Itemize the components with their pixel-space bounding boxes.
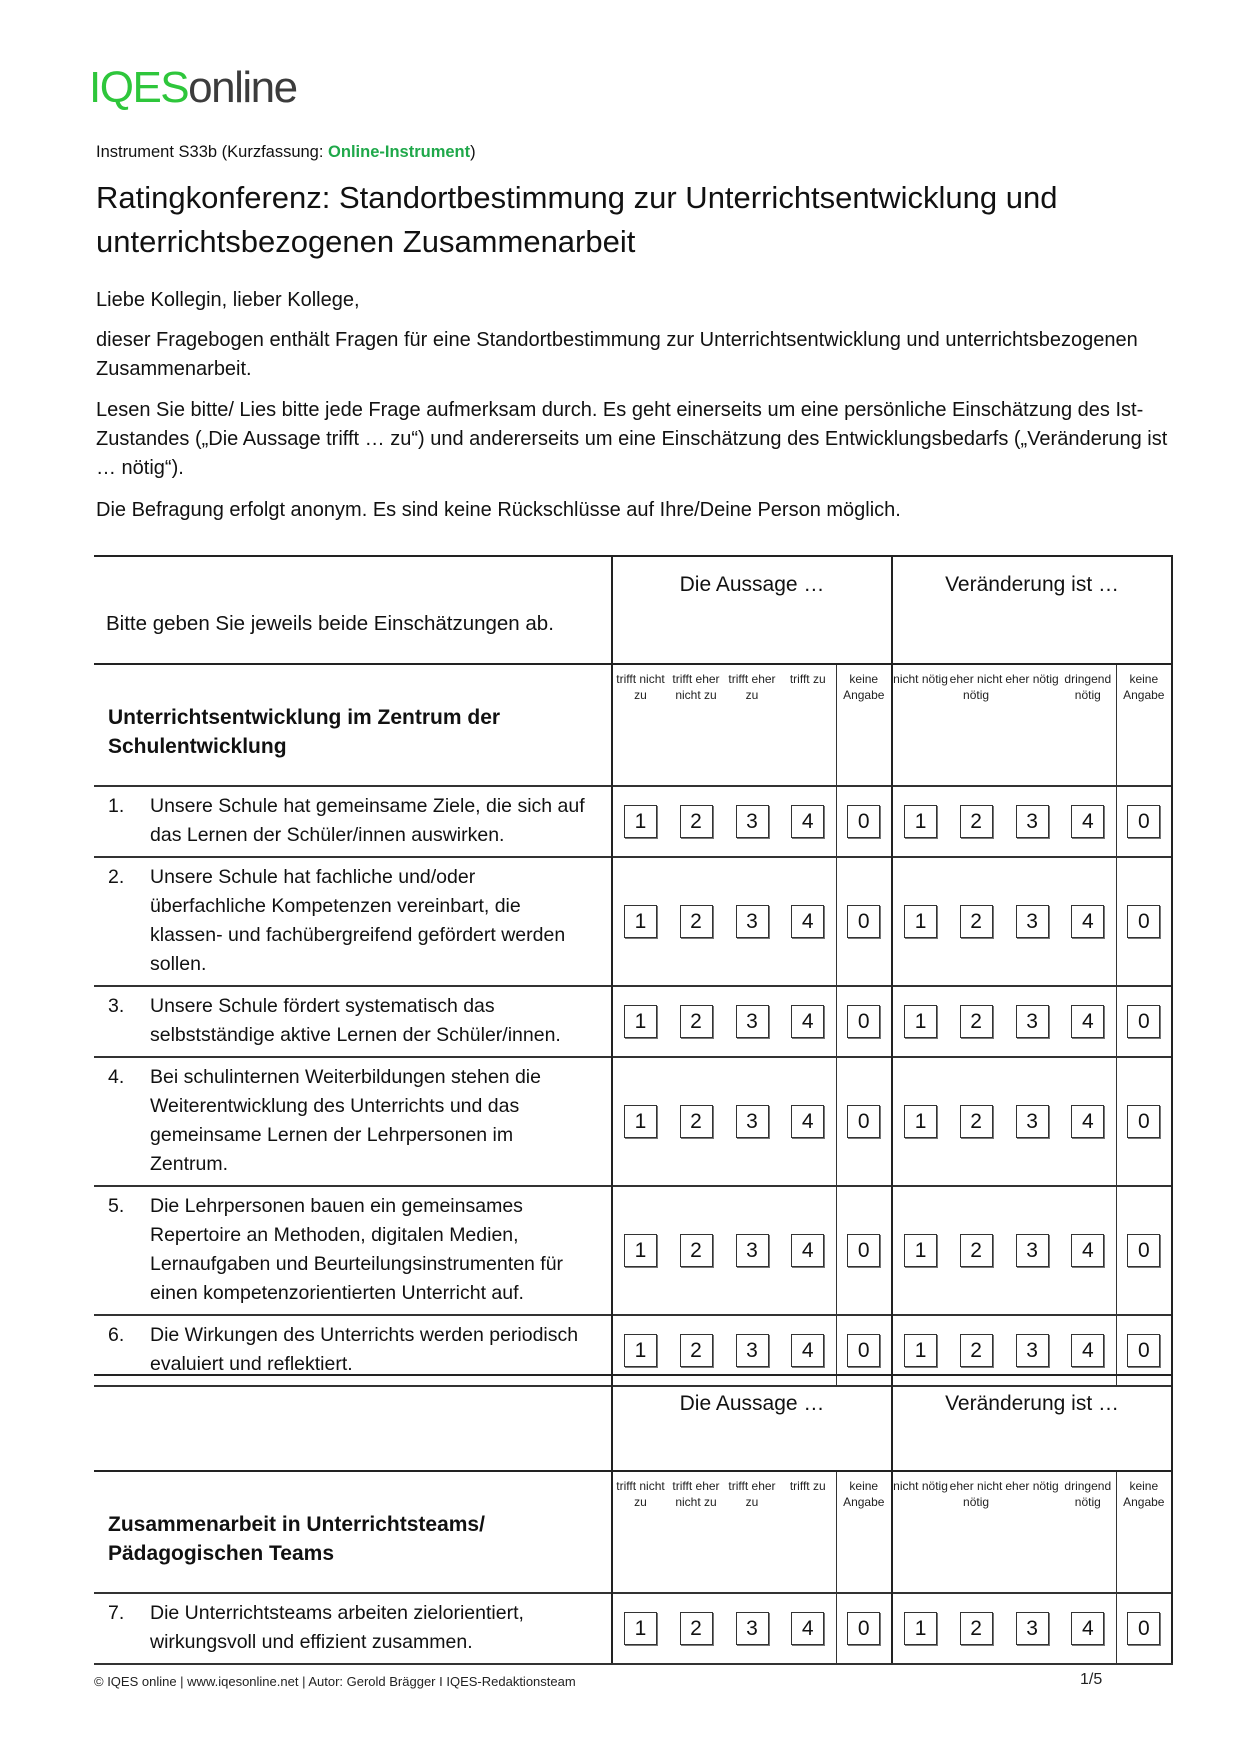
statement-option-1-checkbox[interactable]: 1 xyxy=(624,1005,657,1038)
change-option-2-checkbox[interactable]: 2 xyxy=(960,905,993,938)
question-text: Die Lehrpersonen bauen ein gemeinsames Repertoire an Methoden, digitalen Medien, Lernaufgaben und Beurteilungsinstrumenten für einen kompetenzorientierten Unterricht auf. xyxy=(150,1195,564,1304)
change-option-4-checkbox[interactable]: 4 xyxy=(1071,805,1104,838)
statement-option-0-checkbox[interactable]: 0 xyxy=(847,1334,880,1367)
statement-option-4-checkbox[interactable]: 4 xyxy=(791,1005,824,1038)
intro-paragraph-3: Die Befragung erfolgt anonym. Es sind keine Rückschlüsse auf Ihre/Deine Person möglich. xyxy=(96,499,901,521)
statement-option-1-checkbox[interactable]: 1 xyxy=(624,905,657,938)
statement-option-1-checkbox[interactable]: 1 xyxy=(624,1105,657,1138)
section-title: Unterrichtsentwicklung im Zentrum der Schulentwicklung xyxy=(94,664,612,786)
change-option-3-checkbox[interactable]: 3 xyxy=(1016,1334,1049,1367)
question-row xyxy=(94,857,1172,986)
question-number: 7. xyxy=(108,1602,125,1624)
change-option-3-checkbox[interactable]: 3 xyxy=(1016,905,1049,938)
statement-option-0-checkbox[interactable]: 0 xyxy=(847,1105,880,1138)
logo-online: online xyxy=(188,63,297,112)
change-option-3-checkbox[interactable]: 3 xyxy=(1016,1105,1049,1138)
statement-option-1-checkbox[interactable]: 1 xyxy=(624,1334,657,1367)
statement-option-3-checkbox[interactable]: 3 xyxy=(736,1612,769,1645)
change-option-1-checkbox[interactable]: 1 xyxy=(904,1234,937,1267)
statement-option-1-checkbox[interactable]: 1 xyxy=(624,805,657,838)
online-instrument-link[interactable]: Online-Instrument xyxy=(328,143,471,161)
question-number: 2. xyxy=(108,866,125,888)
questionnaire-table-2 xyxy=(94,1374,1173,1665)
scale-label-statement: trifft eher zu xyxy=(724,664,780,786)
greeting: Liebe Kollegin, lieber Kollege, xyxy=(96,289,360,311)
change-option-3-checkbox[interactable]: 3 xyxy=(1016,1234,1049,1267)
instrument-prefix: Instrument S33b (Kurzfassung: xyxy=(96,143,329,161)
document-title: Ratingkonferenz: Standortbestimmung zur Unterrichtsentwicklung und unterrichtsbezogenen Zusammenarbeit xyxy=(96,180,1058,259)
instrument-suffix: ) xyxy=(470,143,476,161)
question-row xyxy=(94,1593,1172,1664)
intro-paragraph-2: Lesen Sie bitte/ Lies bitte jede Frage aufmerksam durch. Es geht einerseits um eine persönliche Einschätzung des Ist-Zustandes („Die Aussage trifft … zu“) und andererseits um eine Einschätzung des Entwicklungsbedarfs („Veränderung ist … nötig“). xyxy=(96,399,1168,479)
statement-option-0-checkbox[interactable]: 0 xyxy=(847,805,880,838)
statement-option-4-checkbox[interactable]: 4 xyxy=(791,1234,824,1267)
intro-paragraph-1: dieser Fragebogen enthält Fragen für eine Standortbestimmung zur Unterrichtsentwicklung und unterrichtsbezogenen Zusammenarbeit. xyxy=(96,329,1138,380)
statement-option-4-checkbox[interactable]: 4 xyxy=(791,1334,824,1367)
statement-option-3-checkbox[interactable]: 3 xyxy=(736,1005,769,1038)
change-option-3-checkbox[interactable]: 3 xyxy=(1016,805,1049,838)
statement-option-2-checkbox[interactable]: 2 xyxy=(680,905,713,938)
statement-option-0-checkbox[interactable]: 0 xyxy=(847,1612,880,1645)
change-option-3-checkbox[interactable]: 3 xyxy=(1016,1612,1049,1645)
footer-credits: © IQES online | www.iqesonline.net | Autor: Gerold Brägger I IQES-Redaktionsteam xyxy=(94,1674,576,1689)
instruction-text: Bitte geben Sie jeweils beide Einschätzungen ab. xyxy=(94,556,612,664)
scale-label-statement: trifft eher nicht zu xyxy=(668,664,724,786)
scale-label-statement: keine Angabe xyxy=(836,1471,892,1593)
change-option-1-checkbox[interactable]: 1 xyxy=(904,805,937,838)
statement-option-2-checkbox[interactable]: 2 xyxy=(680,1334,713,1367)
question-text: Unsere Schule hat gemeinsame Ziele, die sich auf das Lernen der Schüler/innen auswirken. xyxy=(150,795,585,846)
change-option-0-checkbox[interactable]: 0 xyxy=(1127,1105,1160,1138)
statement-option-1-checkbox[interactable]: 1 xyxy=(624,1234,657,1267)
question-row xyxy=(94,986,1172,1057)
scale-label-statement: trifft eher nicht zu xyxy=(668,1471,724,1593)
change-option-1-checkbox[interactable]: 1 xyxy=(904,1105,937,1138)
iqes-online-logo xyxy=(89,63,297,112)
empty-header-cell xyxy=(94,1375,612,1471)
change-option-4-checkbox[interactable]: 4 xyxy=(1071,1612,1104,1645)
instrument-label xyxy=(96,143,476,162)
scale-label-statement: keine Angabe xyxy=(836,664,892,786)
logo-iqes: IQES xyxy=(89,63,189,112)
statement-option-2-checkbox[interactable]: 2 xyxy=(680,1234,713,1267)
section-title: Zusammenarbeit in Unterrichtsteams/ Pädagogischen Teams xyxy=(94,1471,612,1593)
statement-option-3-checkbox[interactable]: 3 xyxy=(736,1105,769,1138)
change-option-0-checkbox[interactable]: 0 xyxy=(1127,805,1160,838)
scale-label-statement: trifft nicht zu xyxy=(612,1471,668,1593)
change-option-4-checkbox[interactable]: 4 xyxy=(1071,1105,1104,1138)
scale-label-statement: trifft nicht zu xyxy=(612,664,668,786)
change-option-1-checkbox[interactable]: 1 xyxy=(904,1612,937,1645)
scale-label-change: eher nötig xyxy=(1004,1471,1060,1593)
statement-option-0-checkbox[interactable]: 0 xyxy=(847,1234,880,1267)
statement-option-2-checkbox[interactable]: 2 xyxy=(680,805,713,838)
question-number: 5. xyxy=(108,1195,125,1217)
question-text: Die Unterrichtsteams arbeiten zielorientiert, wirkungsvoll und effizient zusammen. xyxy=(150,1602,524,1653)
scale-label-statement: trifft zu xyxy=(780,664,836,786)
group-header-statement: Die Aussage … xyxy=(612,556,892,664)
change-option-1-checkbox[interactable]: 1 xyxy=(904,905,937,938)
statement-option-4-checkbox[interactable]: 4 xyxy=(791,1612,824,1645)
change-option-0-checkbox[interactable]: 0 xyxy=(1127,1334,1160,1367)
change-option-1-checkbox[interactable]: 1 xyxy=(904,1005,937,1038)
question-number: 3. xyxy=(108,995,125,1017)
scale-label-change: eher nicht nötig xyxy=(948,664,1004,786)
scale-label-statement: trifft zu xyxy=(780,1471,836,1593)
question-text: Die Wirkungen des Unterrichts werden periodisch evaluiert und reflektiert. xyxy=(150,1324,579,1375)
change-option-2-checkbox[interactable]: 2 xyxy=(960,1005,993,1038)
questionnaire-table-1 xyxy=(94,555,1173,1387)
change-option-0-checkbox[interactable]: 0 xyxy=(1127,905,1160,938)
group-header-statement: Die Aussage … xyxy=(612,1375,892,1471)
statement-option-2-checkbox[interactable]: 2 xyxy=(680,1105,713,1138)
change-option-4-checkbox[interactable]: 4 xyxy=(1071,1334,1104,1367)
change-option-0-checkbox[interactable]: 0 xyxy=(1127,1005,1160,1038)
question-text: Unsere Schule hat fachliche und/oder überfachliche Kompetenzen vereinbart, die klassen- und fachübergreifend gefördert werden sollen. xyxy=(150,866,566,975)
scale-label-statement: trifft eher zu xyxy=(724,1471,780,1593)
scale-label-change: dringend nötig xyxy=(1060,664,1116,786)
statement-option-3-checkbox[interactable]: 3 xyxy=(736,905,769,938)
change-option-4-checkbox[interactable]: 4 xyxy=(1071,1005,1104,1038)
scale-label-change: eher nötig xyxy=(1004,664,1060,786)
change-option-3-checkbox[interactable]: 3 xyxy=(1016,1005,1049,1038)
statement-option-3-checkbox[interactable]: 3 xyxy=(736,805,769,838)
scale-label-change: keine Angabe xyxy=(1116,1471,1172,1593)
change-option-1-checkbox[interactable]: 1 xyxy=(904,1334,937,1367)
change-option-2-checkbox[interactable]: 2 xyxy=(960,1612,993,1645)
scale-label-change: dringend nötig xyxy=(1060,1471,1116,1593)
question-text: Bei schulinternen Weiterbildungen stehen die Weiterentwicklung des Unterrichts und das gemeinsame Lernen der Lehrpersonen im Zentrum. xyxy=(150,1066,541,1175)
statement-option-0-checkbox[interactable]: 0 xyxy=(847,1005,880,1038)
statement-option-3-checkbox[interactable]: 3 xyxy=(736,1334,769,1367)
question-number: 4. xyxy=(108,1066,125,1088)
statement-option-2-checkbox[interactable]: 2 xyxy=(680,1612,713,1645)
page-number: 1/5 xyxy=(1080,1671,1103,1688)
statement-option-0-checkbox[interactable]: 0 xyxy=(847,905,880,938)
statement-option-2-checkbox[interactable]: 2 xyxy=(680,1005,713,1038)
statement-option-4-checkbox[interactable]: 4 xyxy=(791,1105,824,1138)
question-number: 6. xyxy=(108,1324,125,1346)
statement-option-4-checkbox[interactable]: 4 xyxy=(791,905,824,938)
change-option-0-checkbox[interactable]: 0 xyxy=(1127,1612,1160,1645)
statement-option-3-checkbox[interactable]: 3 xyxy=(736,1234,769,1267)
scale-label-change: keine Angabe xyxy=(1116,664,1172,786)
question-row xyxy=(94,1057,1172,1186)
scale-label-change: eher nicht nötig xyxy=(948,1471,1004,1593)
statement-option-1-checkbox[interactable]: 1 xyxy=(624,1612,657,1645)
scale-label-change: nicht nötig xyxy=(892,664,948,786)
question-row xyxy=(94,1186,1172,1315)
change-option-2-checkbox[interactable]: 2 xyxy=(960,1105,993,1138)
change-option-2-checkbox[interactable]: 2 xyxy=(960,1334,993,1367)
question-text: Unsere Schule fördert systematisch das selbstständige aktive Lernen der Schüler/innen. xyxy=(150,995,561,1046)
change-option-4-checkbox[interactable]: 4 xyxy=(1071,905,1104,938)
question-number: 1. xyxy=(108,795,125,817)
group-header-change: Veränderung ist … xyxy=(892,1375,1172,1471)
group-header-change: Veränderung ist … xyxy=(892,556,1172,664)
scale-label-change: nicht nötig xyxy=(892,1471,948,1593)
change-option-2-checkbox[interactable]: 2 xyxy=(960,805,993,838)
change-option-4-checkbox[interactable]: 4 xyxy=(1071,1234,1104,1267)
change-option-0-checkbox[interactable]: 0 xyxy=(1127,1234,1160,1267)
statement-option-4-checkbox[interactable]: 4 xyxy=(791,805,824,838)
change-option-2-checkbox[interactable]: 2 xyxy=(960,1234,993,1267)
question-row xyxy=(94,786,1172,857)
